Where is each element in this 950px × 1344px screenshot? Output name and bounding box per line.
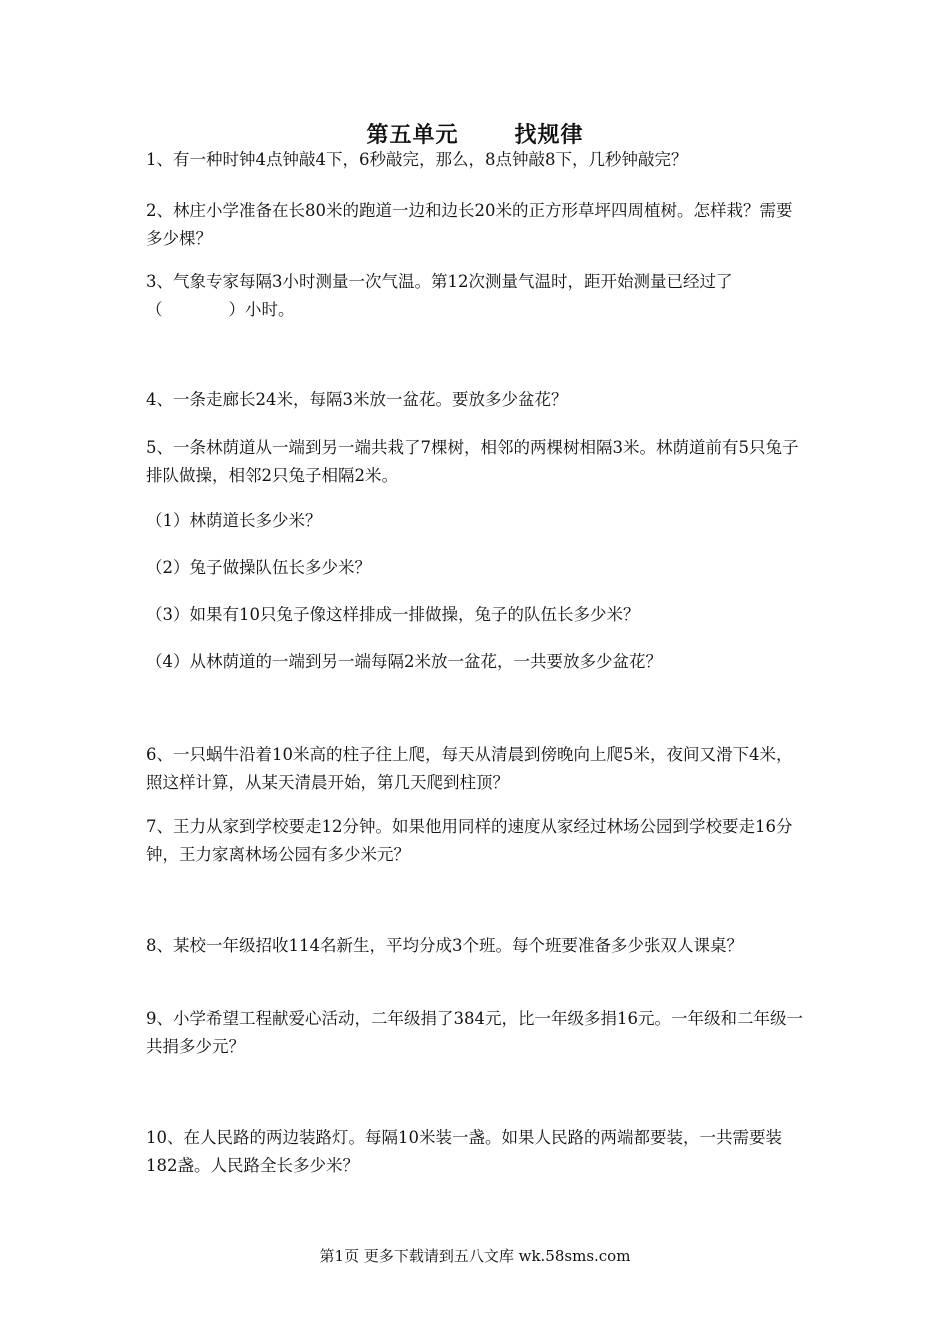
question-5-part-3: （3）如果有10只兔子像这样排成一排做操，兔子的队伍长多少米？	[146, 605, 640, 624]
question-5-part-1: （1）林荫道长多少米？	[146, 511, 322, 530]
question-9: 9、小学希望工程献爱心活动，二年级捐了384元，比一年级多捐16元。一年级和二年级一共捐多少元？	[146, 1009, 803, 1056]
question-3: 3、气象专家每隔3小时测量一次气温。第12次测量气温时，距开始测量已经过了（ ）小时。	[146, 272, 733, 319]
question-4: 4、一条走廊长24米，每隔3米放一盆花。要放多少盆花？	[146, 390, 568, 409]
page-title	[0, 118, 950, 149]
question-1: 1、有一种时钟4点钟敲4下，6秒敲完，那么，8点钟敲8下，几秒钟敲完？	[146, 150, 688, 169]
title-unit: 第五单元	[366, 122, 459, 148]
question-8: 8、某校一年级招收114名新生，平均分成3个班。每个班要准备多少张双人课桌？	[146, 936, 743, 955]
question-5: 5、一条林荫道从一端到另一端共栽了7棵树，相邻的两棵树相隔3米。林荫道前有5只兔子排队做操，相邻2只兔子相隔2米。	[146, 438, 799, 485]
question-10: 10、在人民路的两边装路灯。每隔10米装一盏。如果人民路的两端都要装，一共需要装182盏。人民路全长多少米？	[146, 1128, 782, 1175]
question-6: 6、一只蜗牛沿着10米高的柱子往上爬，每天从清晨到傍晚向上爬5米，夜间又滑下4米，照这样计算，从某天清晨开始，第几天爬到柱顶？	[146, 745, 793, 792]
title-topic: 找规律	[514, 122, 584, 148]
question-5-part-4: （4）从林荫道的一端到另一端每隔2米放一盆花，一共要放多少盆花？	[146, 652, 662, 671]
question-5-part-2: （2）兔子做操队伍长多少米？	[146, 558, 371, 577]
page-footer: 第1页 更多下载请到五八文库 wk.58sms.com	[319, 1247, 631, 1265]
question-2: 2、林庄小学准备在长80米的跑道一边和边长20米的正方形草坪四周植树。怎样栽？需要多少棵？	[146, 201, 793, 248]
question-7: 7、王力从家到学校要走12分钟。如果他用同样的速度从家经过林场公园到学校要走16分钟，王力家离林场公园有多少米元？	[146, 817, 793, 864]
